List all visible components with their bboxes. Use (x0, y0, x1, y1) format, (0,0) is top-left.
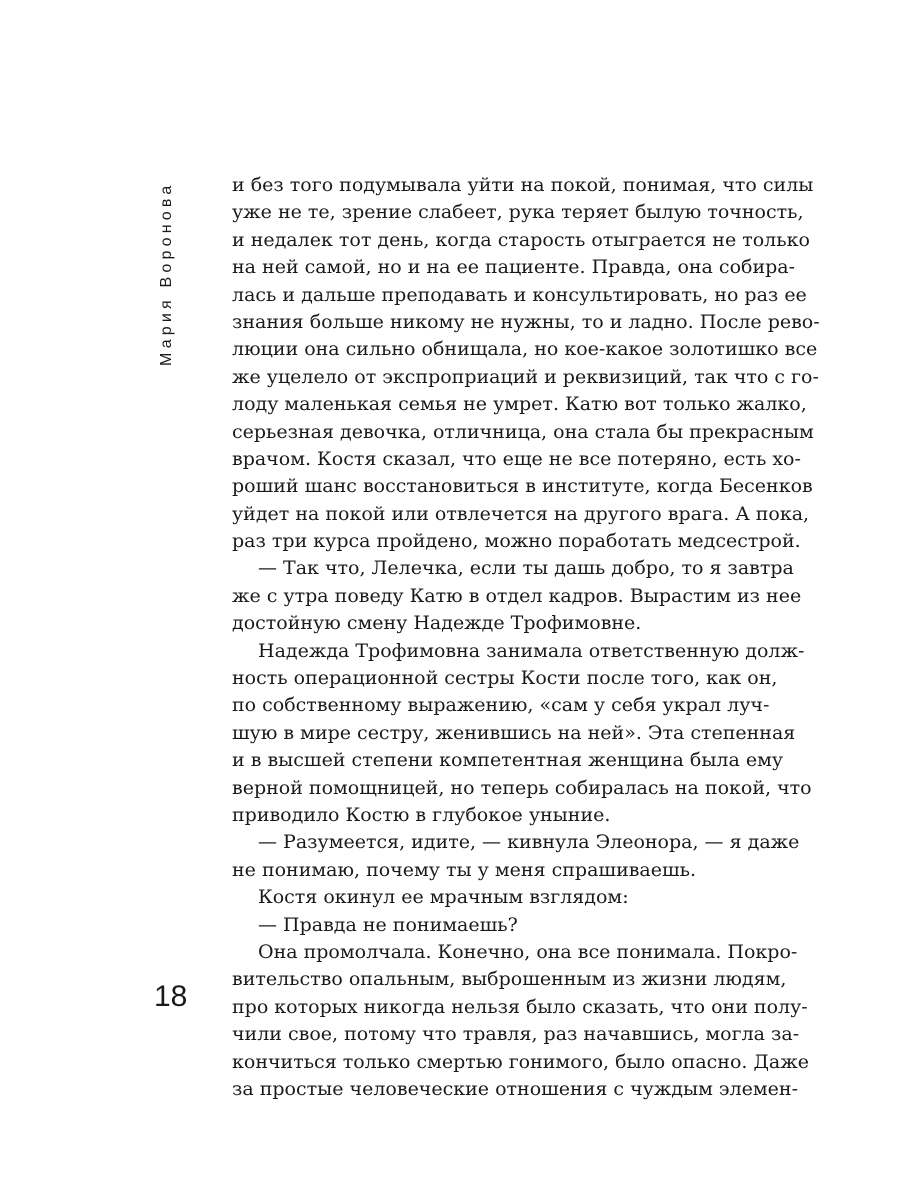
text-line: чили свое, потому что травля, раз начавшись, могла за- (232, 1023, 800, 1046)
text-line: — Правда не понимаешь? (258, 913, 518, 936)
text-line: не понимаю, почему ты у меня спрашиваешь. (232, 858, 697, 881)
text-line: вительство опальным, выброшенным из жизни людям, (232, 968, 787, 991)
text-line: врачом. Костя сказал, что еще не все потеряно, есть хо- (232, 447, 801, 470)
text-line: ность операционной сестры Кости после того, как он, (232, 667, 778, 690)
text-line: роший шанс восстановиться в институте, когда Бесенков (232, 475, 813, 498)
text-line: люции она сильно обнищала, но кое-какое золотишко все (232, 338, 818, 361)
text-line: лоду маленькая семья не умрет. Катю вот только жалко, (232, 393, 807, 416)
page-number: 18 (154, 980, 188, 1013)
text-line: за простые человеческие отношения с чуждым элемен- (232, 1077, 798, 1100)
text-line: достойную смену Надежде Трофимовне. (232, 612, 642, 635)
author-name: Мария Воронова (158, 181, 175, 366)
text-line: про которых никогда нельзя было сказать, что они полу- (232, 995, 808, 1018)
text-line: и без того подумывала уйти на покой, понимая, что силы (232, 174, 814, 196)
text-line: — Так что, Лелечка, если ты дашь добро, то я завтра (258, 557, 794, 580)
text-line: уже не те, зрение слабеет, рука теряет былую точность, (232, 201, 804, 224)
running-head (150, 174, 190, 374)
text-line: Надежда Трофимовна занимала ответственную долж- (258, 639, 805, 662)
text-line: — Разумеется, идите, — кивнула Элеонора, — я даже (258, 831, 800, 854)
body-text (232, 172, 820, 1103)
text-line: по собственному выражению, «сам у себя украл луч- (232, 694, 770, 717)
text-line: и недалек тот день, когда старость отыграется не только (232, 228, 810, 251)
text-line: уйдет на покой или отвлечется на другого врага. А пока, (232, 502, 810, 525)
text-line: же уцелело от экспроприаций и реквизиций, так что с го- (232, 365, 819, 388)
text-line: приводило Костю в глубокое уныние. (232, 803, 611, 826)
text-line: Костя окинул ее мрачным взглядом: (258, 886, 629, 909)
text-line: Она промолчала. Конечно, она все понимала. Покро- (258, 940, 798, 963)
text-line: кончиться только смертью гонимого, было опасно. Даже (232, 1050, 809, 1073)
text-line: шую в мире сестру, женившись на ней». Эта степенная (232, 721, 796, 744)
text-line: раз три курса пройдено, можно поработать медсестрой. (232, 530, 801, 553)
text-line: серьезная девочка, отличница, она стала бы прекрасным (232, 420, 814, 443)
text-line: на ней самой, но и на ее пациенте. Правда, она собира- (232, 256, 796, 279)
text-line: верной помощницей, но теперь собиралась на покой, что (232, 776, 812, 799)
text-line: же с утра поведу Катю в отдел кадров. Вырастим из нее (232, 584, 802, 607)
text-line: знания больше никому не нужны, то и ладно. После рево- (232, 310, 820, 333)
text-line: и в высшей степени компетентная женщина была ему (232, 749, 784, 772)
text-line: лась и дальше преподавать и консультировать, но раз ее (232, 283, 807, 306)
